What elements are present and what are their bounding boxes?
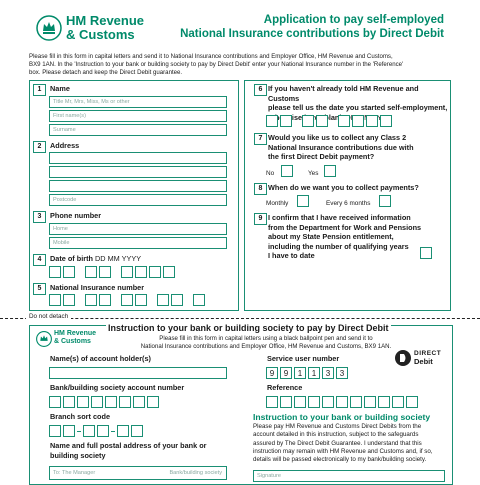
dob-box[interactable] [135, 266, 147, 278]
sort-code-boxes [49, 425, 143, 437]
sun-digit: 1 [308, 367, 320, 379]
reference-box[interactable] [280, 396, 292, 408]
q7-line3: the first Direct Debit payment? [268, 152, 375, 161]
q7-no-label: No [266, 170, 275, 177]
q7-yes-checkbox[interactable] [324, 165, 336, 177]
sort-box[interactable] [49, 425, 61, 437]
account-box[interactable] [133, 396, 145, 408]
dob-box[interactable] [149, 266, 161, 278]
direct-debit-logo [394, 349, 448, 367]
holder-label: Name(s) of account holder(s) [50, 354, 151, 363]
q8-monthly-label: Monthly [266, 200, 289, 207]
instr-line1: Please pay HM Revenue and Customs Direct Debits from the [253, 423, 422, 430]
q4-label-text: Date of birth [50, 254, 93, 263]
address-line2-field[interactable] [49, 166, 227, 178]
title-line2: National Insurance contributions by Direct Debit [180, 28, 444, 40]
bank-address-field[interactable] [49, 466, 227, 480]
ni-box[interactable] [49, 294, 61, 306]
title-line1: Application to pay self-employed [263, 14, 444, 26]
q6-format: DD MM [345, 112, 371, 122]
q1-number: 1 [33, 84, 46, 96]
ni-box[interactable] [85, 294, 97, 306]
reference-box[interactable] [392, 396, 404, 408]
bank-society-placeholder: Bank/building society [169, 470, 222, 476]
q9-line3: about my State Pension entitlement, [268, 232, 394, 241]
account-box[interactable] [77, 396, 89, 408]
bank-address-label [50, 441, 207, 460]
q9-line4: including the number of qualifying years [268, 241, 409, 251]
sun-label: Service user number [267, 354, 340, 363]
dob-box[interactable] [99, 266, 111, 278]
intro-text [29, 53, 459, 78]
start-date-box[interactable] [302, 115, 314, 127]
dob-box[interactable] [121, 266, 133, 278]
q6-line1: If you haven't already told HM Revenue and Customs [268, 84, 419, 103]
ni-number-boxes [49, 294, 205, 306]
ni-box[interactable] [193, 294, 205, 306]
sun-digit: 9 [266, 367, 278, 379]
bank-logo-line2: & Customs [54, 338, 91, 345]
dob-box[interactable] [163, 266, 175, 278]
crown-crest-icon [36, 15, 62, 41]
title-field[interactable]: Title Mr, Mrs, Miss, Ms or other [49, 96, 227, 108]
q8-six-months-checkbox[interactable] [379, 195, 391, 207]
ni-box[interactable] [99, 294, 111, 306]
sort-box[interactable] [97, 425, 109, 437]
bank-sub1: Please fill in this form in capital letters using a black ballpoint pen and send it to [159, 335, 373, 342]
intro-line3: box. Please detach and keep the Direct Debit guarantee. [29, 69, 183, 77]
q2-label: Address [50, 141, 80, 150]
q4-format: DD MM YYYY [95, 254, 142, 263]
account-number-boxes [49, 396, 159, 408]
sort-code-label: Branch sort code [50, 412, 111, 421]
address-line1-field[interactable] [49, 152, 227, 164]
ni-box[interactable] [121, 294, 133, 306]
reference-box[interactable] [308, 396, 320, 408]
reference-box[interactable] [322, 396, 334, 408]
intro-line1: Please fill in this form in capital letters and send it to National Insurance contributions and Employer Office, HM Revenue and Customs, [29, 53, 393, 60]
bank-sub2: National Insurance contributions and Employer Office, HM Revenue and Customs, BX9 1AN. [140, 343, 392, 350]
sun-digit: 3 [322, 367, 334, 379]
direct-debit-icon [394, 349, 412, 367]
q5-number: 5 [33, 283, 46, 295]
q7-line2: National Insurance contributions due with [268, 142, 414, 152]
q7-no-checkbox[interactable] [281, 165, 293, 177]
q3-label: Phone number [50, 211, 102, 220]
instr-line4: instruction may remain with HM Revenue and Customs and, if so, [253, 447, 433, 455]
account-box[interactable] [63, 396, 75, 408]
q5-label: National Insurance number [50, 283, 145, 292]
dob-boxes [49, 266, 175, 278]
q8-six-months-label: Every 6 months [326, 200, 371, 207]
q1-label: Name [50, 84, 70, 93]
sort-separator [77, 431, 81, 432]
address-line3-field[interactable] [49, 180, 227, 192]
postcode-field[interactable]: Postcode [49, 194, 227, 206]
bank-address-line1: Name and full postal address of your bank or [50, 441, 207, 450]
q4-label [50, 254, 141, 264]
q7-label [268, 133, 448, 162]
ni-box[interactable] [135, 294, 147, 306]
ni-box[interactable] [63, 294, 75, 306]
start-date-box[interactable] [280, 115, 292, 127]
q7-line1: Would you like us to collect any Class 2 [268, 133, 407, 142]
dd-logo-line1: DIRECT [414, 350, 442, 357]
account-box[interactable] [147, 396, 159, 408]
dob-box[interactable] [63, 266, 75, 278]
sun-digit-boxes [266, 367, 348, 379]
sun-digit: 9 [280, 367, 292, 379]
bank-logo-line1: HM Revenue [54, 330, 97, 337]
instr-line3: assured by The Direct Debit Guarantee. I understand that this [253, 439, 422, 447]
q9-checkbox[interactable] [420, 247, 432, 259]
page-title [180, 13, 444, 41]
reference-box[interactable] [350, 396, 362, 408]
dob-box[interactable] [49, 266, 61, 278]
dob-box[interactable] [85, 266, 97, 278]
ni-box[interactable] [171, 294, 183, 306]
account-box[interactable] [91, 396, 103, 408]
detach-label: Do not detach [26, 313, 71, 322]
start-date-box[interactable] [352, 115, 364, 127]
surname-field[interactable]: Surname [49, 124, 227, 136]
detach-line [0, 318, 480, 320]
instruction-heading: Instruction to your bank or building society [253, 412, 431, 422]
hmrc-logo [36, 13, 156, 45]
sun-digit: 1 [294, 367, 306, 379]
start-date-boxes [266, 112, 392, 127]
q3-number: 3 [33, 211, 46, 223]
start-date-box[interactable] [338, 115, 350, 127]
dd-logo-line2: Debit [414, 357, 433, 366]
reference-box[interactable] [364, 396, 376, 408]
reference-boxes [266, 396, 418, 408]
intro-line2: BX9 1AN. In the 'Instruction to your bank or building society to pay by Direct Debit' enter your National Insurance number in the 'Reference' [29, 61, 404, 69]
reference-label: Reference [267, 383, 303, 392]
bank-hmrc-logo [36, 330, 96, 352]
sort-box[interactable] [83, 425, 95, 437]
q6-line3-text: blank [324, 112, 344, 122]
q4-number: 4 [33, 254, 46, 266]
account-box[interactable] [49, 396, 61, 408]
q9-line5: I have to date [268, 251, 315, 260]
q2-number: 2 [33, 141, 46, 153]
q6-number: 6 [254, 84, 267, 96]
crown-crest-icon [36, 331, 52, 347]
q8-monthly-checkbox[interactable] [297, 195, 309, 207]
account-holder-field[interactable] [49, 367, 227, 379]
q8-number: 8 [254, 183, 267, 195]
mobile-phone-field[interactable]: Mobile [49, 237, 227, 249]
instruction-text [253, 423, 449, 464]
to-manager-placeholder: To: The Manager [53, 470, 96, 476]
sort-box[interactable] [117, 425, 129, 437]
q8-label: When do we want you to collect payments? [268, 183, 419, 192]
q7-number: 7 [254, 133, 267, 145]
reference-box[interactable] [378, 396, 390, 408]
bank-address-line2: building society [50, 450, 106, 460]
reference-box[interactable] [266, 396, 278, 408]
sort-box[interactable] [63, 425, 75, 437]
q9-line2: from the Department for Work and Pensions [268, 222, 422, 232]
instr-line5: details will be passed electronically to my bank/building society. [253, 456, 427, 464]
q6-line2: please tell us the date you started self-employment, [268, 103, 448, 112]
q9-number: 9 [254, 213, 267, 225]
account-box[interactable] [105, 396, 117, 408]
account-number-label: Bank/building society account number [50, 383, 185, 392]
bank-title: Instruction to your bank or building society to pay by Direct Debit [108, 323, 389, 333]
start-date-box[interactable] [266, 115, 278, 127]
logo-text-line2: & Customs [66, 27, 135, 42]
ni-box[interactable] [157, 294, 169, 306]
signature-field[interactable]: Signature [253, 470, 445, 482]
start-date-box[interactable] [366, 115, 378, 127]
account-box[interactable] [119, 396, 131, 408]
first-name-field[interactable]: First name(s) [49, 110, 227, 122]
q9-label [268, 213, 443, 261]
instr-line2: account detailed in this instruction, subject to the safeguards [253, 431, 419, 439]
sort-separator [111, 431, 115, 432]
sort-box[interactable] [131, 425, 143, 437]
reference-box[interactable] [406, 396, 418, 408]
logo-text-line1: HM Revenue [66, 13, 145, 28]
start-date-box[interactable] [380, 115, 392, 127]
reference-box[interactable] [336, 396, 348, 408]
q9-line1: I confirm that I have received information [268, 213, 411, 222]
reference-box[interactable] [294, 396, 306, 408]
bank-subtitle [106, 335, 426, 351]
q7-yes-label: Yes [308, 170, 319, 177]
sun-digit: 3 [336, 367, 348, 379]
home-phone-field[interactable]: Home [49, 223, 227, 235]
start-date-box[interactable] [316, 115, 328, 127]
